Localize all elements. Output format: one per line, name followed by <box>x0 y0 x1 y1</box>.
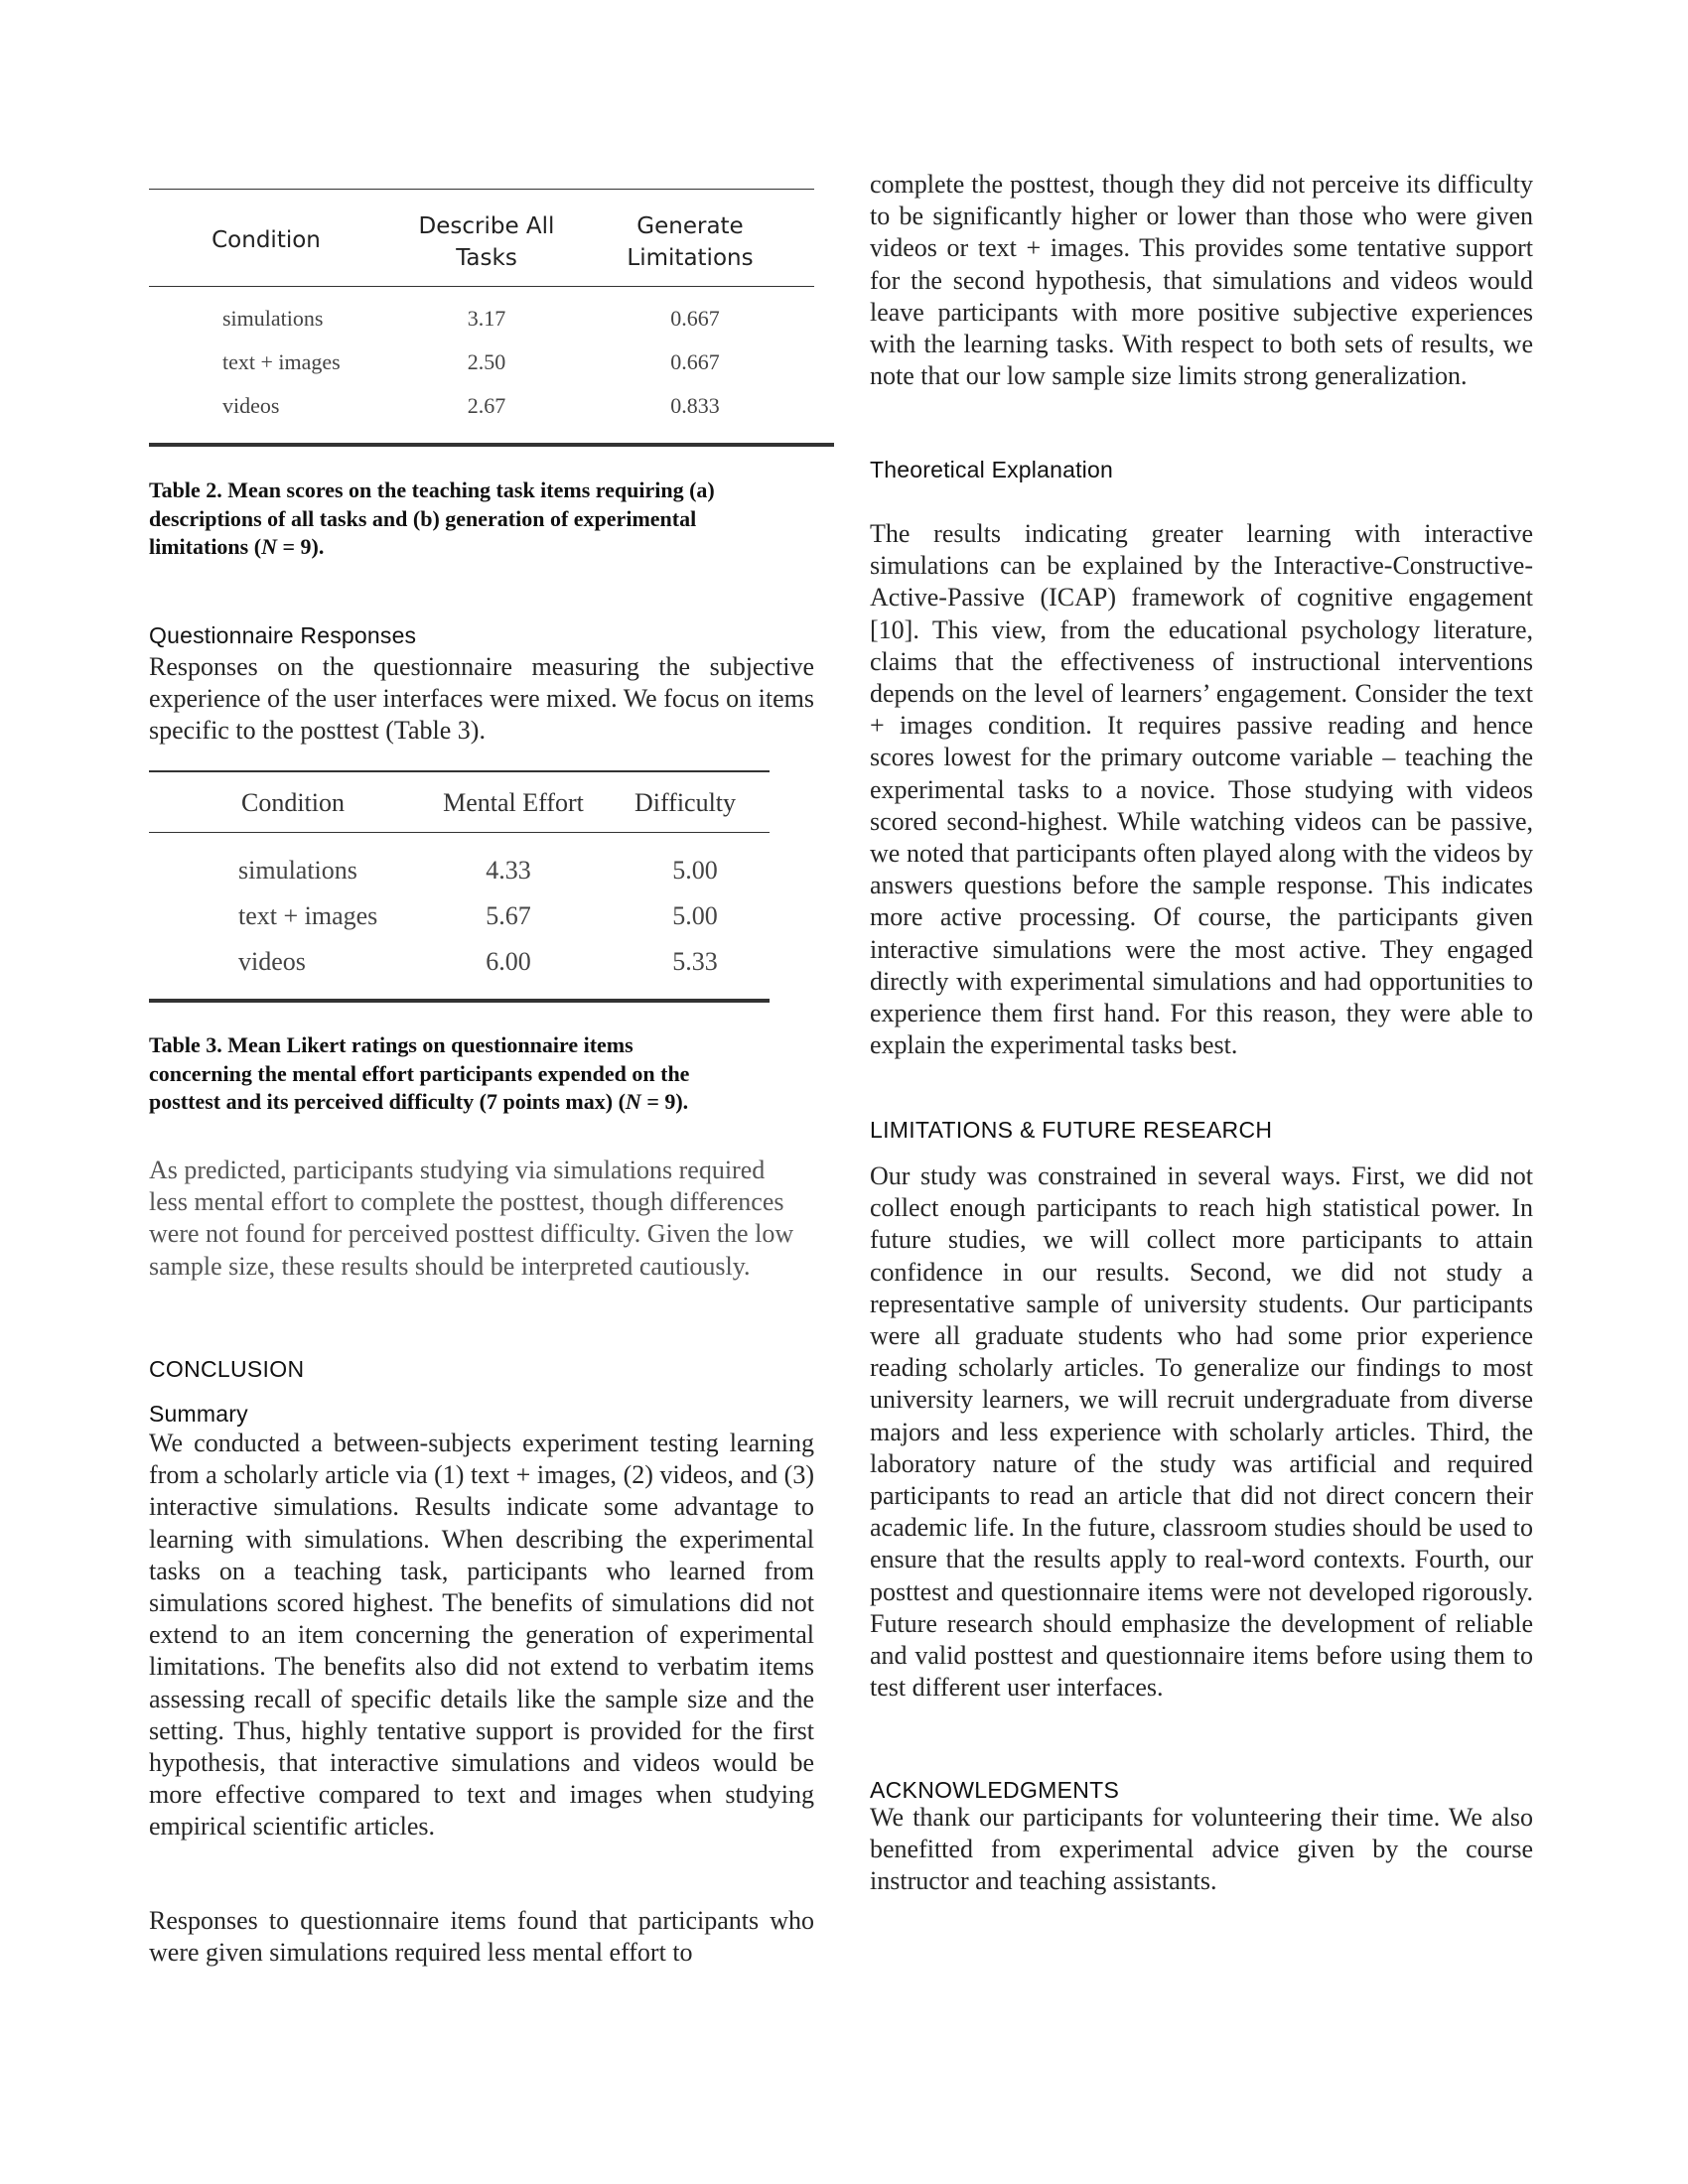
table-2-cell: 3.17 <box>467 306 506 331</box>
conclusion-heading: CONCLUSION <box>149 1356 305 1382</box>
table-3-header-condition: Condition <box>240 788 346 817</box>
acknowledgments-paragraph: We thank our participants for volunteering their time. We also benefitted from experimental advice given by the course instructor and teaching assistants. <box>870 1803 1533 1896</box>
table-2-header-describe: Describe All Tasks <box>418 213 555 271</box>
table-2-cell: 2.50 <box>467 349 506 374</box>
theoretical-paragraph: The results indicating greater learning with interactive simulations can be explained by the Interactive-Constructive-Active-Passive (ICAP) framework of cognitive engagement [10]. This view, from the educational psychology literature, claims that the effectiveness of instructional interventions depends on the level of learners’ engagement. Consider the text + images condition. It requires passive reading and hence scores lowest for the primary outcome variable – teaching the experimental tasks to a novice. Those studying with videos scored second-highest. While watching videos can be passive, we noted that participants often played along with the videos by answers questions before the sample response. This indicates more active processing. Of course, the participants given interactive simulations were the most active. They engaged directly with experimental simulations and had opportunities to experience them first hand. For this reason, they were able to explain the experimental tasks best. <box>870 519 1533 1060</box>
table-2-cell: simulations <box>222 306 324 331</box>
table-3-cell: text + images <box>238 901 378 930</box>
table-3 <box>149 770 770 1009</box>
caption-line: limitations (N = 9). <box>149 534 325 559</box>
caption-n: N <box>625 1089 641 1114</box>
table-3-cell: videos <box>238 947 306 976</box>
caption-text: posttest and its perceived difficulty (7 points max) ( <box>149 1089 626 1114</box>
caption-text: limitations <box>149 534 254 559</box>
table-3-header-rule <box>149 832 770 833</box>
table-3-cell: 5.00 <box>672 901 718 930</box>
table-3-cell: 5.67 <box>486 901 531 930</box>
summary-paragraph: We conducted a between-subjects experiment testing learning from a scholarly article via (1) text + images, (2) videos, and (3) interactive simulations. Results indicate some advantage to learning with simulations. When describing the experimental tasks on a teaching task, participants who learned from simulations scored highest. The benefits of simulations did not extend to an item concerning the generation of experimental limitations. The benefits also did not extend to verbatim items assessing recall of specific details like the sample size and the setting. Thus, highly tentative support is provided for the first hypothesis, that interactive simulations and videos would be more effective compared to text and images when studying empirical scientific articles. <box>149 1429 814 1842</box>
questionnaire-paragraph: Responses on the questionnaire measuring the subjective experience of the user interfaces were mixed. We focus on items specific to the posttest (Table 3). <box>149 652 814 746</box>
limitations-heading: LIMITATIONS & FUTURE RESEARCH <box>870 1117 1273 1143</box>
table-3-top-rule <box>149 770 770 772</box>
theoretical-heading: Theoretical Explanation <box>870 457 1113 482</box>
caption-line: Table 3. Mean Likert ratings on questionnaire items <box>149 1032 633 1057</box>
caption-text: = 9). <box>276 534 325 559</box>
questionnaire-heading: Questionnaire Responses <box>149 622 417 648</box>
table-2-cell: text + images <box>222 349 341 374</box>
table-3-cell: 5.33 <box>672 947 718 976</box>
table-2 <box>149 189 814 447</box>
table-3-header-mental-effort: Mental Effort <box>443 788 584 817</box>
table-2-cell: 2.67 <box>467 393 506 418</box>
table-2-cell: 0.667 <box>670 349 720 374</box>
responses-paragraph-start: Responses to questionnaire items found that participants who were given simulations required less mental effort to <box>149 1906 814 1968</box>
table-3-cell: simulations <box>238 856 357 885</box>
caption-n: N <box>261 534 277 559</box>
limitations-paragraph: Our study was constrained in several ways. First, we did not collect enough participants to reach high statistical power. In future studies, we will collect more participants to attain confidence in our results. Second, we did not study a representative sample of university students. Our participants were all graduate students who had some prior experience reading scholarly articles. To generalize our findings to most university learners, we will recruit undergraduate from diverse majors and less experience with scholarly articles. Third, the laboratory nature of the study was artificial and required participants to read an article that did not direct concern their academic life. In the future, classroom studies should be used to ensure that the results apply to real-word contexts. Fourth, our posttest and questionnaire items were not developed rigorously. Future research should emphasize the development of reliable and valid posttest and questionnaire items before using them to test different user interfaces. <box>870 1161 1533 1703</box>
table-3-bottom-rule <box>149 999 770 1003</box>
table-2-header-rule <box>149 286 814 287</box>
table-2-cell: 0.833 <box>670 393 720 418</box>
table-2-header-condition: Condition <box>211 227 321 253</box>
table-2-cell: 0.667 <box>670 306 720 331</box>
caption-line: descriptions of all tasks and (b) generation of experimental <box>149 505 697 531</box>
caption-line <box>149 1088 814 1117</box>
table-2-top-rule <box>149 189 814 190</box>
caption-line: concerning the mental effort participants expended on the <box>149 1060 690 1086</box>
caption-text: = 9). <box>640 1089 689 1114</box>
table-3-cell: 5.00 <box>672 856 718 885</box>
table-3-cell: 6.00 <box>486 947 531 976</box>
table-2-cell: videos <box>222 393 280 418</box>
predicted-paragraph: As predicted, participants studying via simulations required less mental effort to complete the posttest, though differences were not found for perceived posttest difficulty. Given the low sample size, these results should be interpreted cautiously. <box>149 1156 794 1281</box>
table-2-bottom-rule <box>149 443 834 447</box>
summary-heading: Summary <box>149 1401 248 1427</box>
table-3-cell: 4.33 <box>486 856 531 885</box>
table-3-header-difficulty: Difficulty <box>633 788 737 817</box>
caption-line: Table 2. Mean scores on the teaching task items requiring (a) <box>149 478 715 502</box>
responses-paragraph-continued: complete the posttest, though they did not perceive its difficulty to be significantly higher or lower than those who were given videos or text + images. This provides some tentative support for the second hypothesis, that simulations and videos would leave participants with more positive subjective experiences with the learning tasks. With respect to both sets of results, we note that our low sample size limits strong generalization. <box>870 170 1533 391</box>
table-3-caption <box>149 1031 814 1117</box>
table-2-header-generate: Generate Limitations <box>627 213 754 271</box>
acknowledgments-heading: ACKNOWLEDGMENTS <box>870 1777 1120 1803</box>
table-2-caption <box>149 477 814 562</box>
